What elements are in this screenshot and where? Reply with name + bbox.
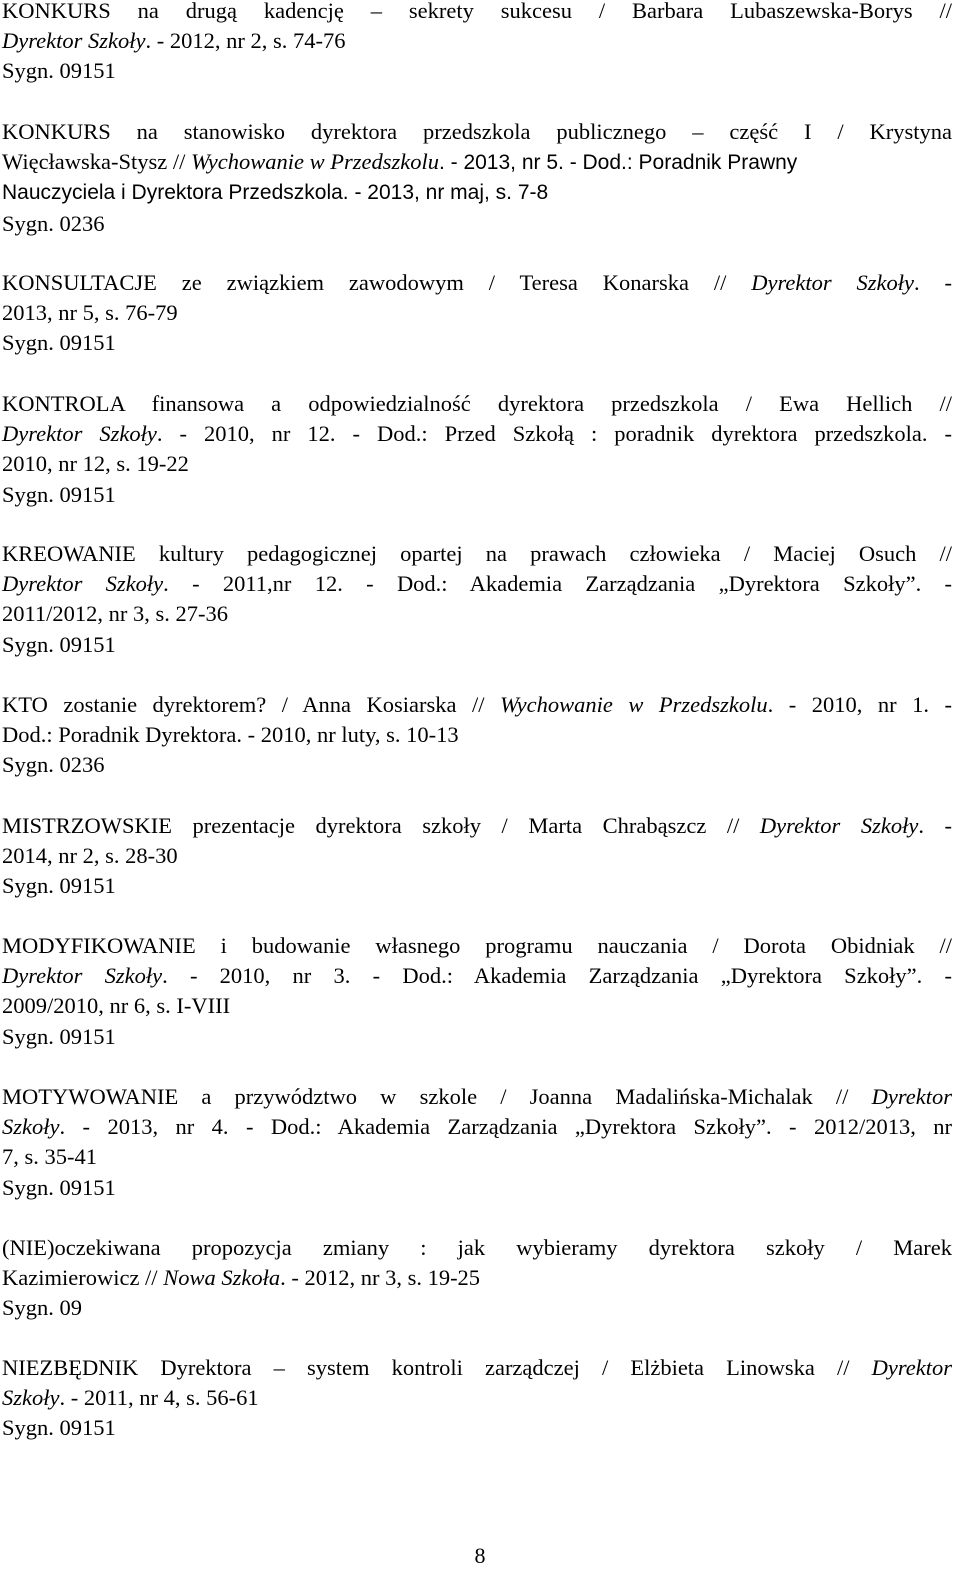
bibliography-entry (2, 931, 952, 1052)
entry-line: MISTRZOWSKIE prezentacje dyrektora szkoły / Marta Chrabąszcz // Dyrektor Szkoły. - (2, 813, 952, 838)
entry-line: 2010, nr 12, s. 19-22 (2, 451, 189, 477)
bibliography-entry (2, 811, 952, 902)
entry-line: (NIE)oczekiwana propozycja zmiany : jak wybieramy dyrektora szkoły / Marek (2, 1235, 952, 1260)
entry-line: KONKURS na drugą kadencję – sekrety sukcesu / Barbara Lubaszewska-Borys // (2, 0, 952, 23)
bibliography-entry (2, 690, 952, 781)
entry-line: KONSULTACJE ze związkiem zawodowym / Teresa Konarska // Dyrektor Szkoły. - (2, 270, 952, 295)
entry-line: 7, s. 35-41 (2, 1144, 97, 1170)
entry-line: Więcławska-Stysz // Wychowanie w Przedszkolu. - 2013, nr 5. - Dod.: Poradnik Prawny (2, 149, 798, 175)
signature-line: Sygn. 09151 (2, 873, 116, 899)
signature-line: Sygn. 09151 (2, 58, 116, 84)
entry-line: 2011/2012, nr 3, s. 27-36 (2, 601, 229, 627)
entry-line: MOTYWOWANIE a przywództwo w szkole / Joanna Madalińska-Michalak // Dyrektor (2, 1084, 952, 1109)
entry-line: Kazimierowicz // Nowa Szkoła. - 2012, nr 3, s. 19-25 (2, 1265, 481, 1291)
signature-line: Sygn. 0236 (2, 210, 105, 236)
entry-line: Dyrektor Szkoły. - 2012, nr 2, s. 74-76 (2, 28, 346, 54)
bibliography-entry (2, 268, 952, 359)
entry-line: Dyrektor Szkoły. - 2010, nr 12. - Dod.: Przed Szkołą : poradnik dyrektora przedszkola. - (2, 421, 953, 447)
bibliography-entry (2, 1082, 952, 1203)
entry-line: 2013, nr 5, s. 76-79 (2, 300, 178, 326)
entry-line: Szkoły. - 2011, nr 4, s. 56-61 (2, 1385, 259, 1411)
entry-line: Dyrektor Szkoły. - 2011,nr 12. - Dod.: Akademia Zarządzania „Dyrektora Szkoły”. - (2, 571, 952, 597)
entry-line: KTO zostanie dyrektorem? / Anna Kosiarska // Wychowanie w Przedszkolu. - 2010, nr 1. - (2, 692, 952, 717)
bibliography-entry (2, 117, 952, 239)
bibliography-entry (2, 539, 952, 660)
entry-line: MODYFIKOWANIE i budowanie własnego programu nauczania / Dorota Obidniak // (2, 933, 952, 958)
signature-line: Sygn. 09151 (2, 481, 116, 507)
bibliography-entry (2, 0, 952, 87)
entry-line: Nauczyciela i Dyrektora Przedszkola. - 2013, nr maj, s. 7-8 (2, 181, 549, 205)
entry-line: KONKURS na stanowisko dyrektora przedszkola publicznego – część I / Krystyna (2, 119, 952, 144)
signature-line: Sygn. 09151 (2, 1023, 116, 1049)
entry-line: 2014, nr 2, s. 28-30 (2, 843, 178, 869)
signature-line: Sygn. 09151 (2, 1174, 116, 1200)
entry-line: KONTROLA finansowa a odpowiedzialność dyrektora przedszkola / Ewa Hellich // (2, 391, 952, 416)
entry-line: Dyrektor Szkoły. - 2010, nr 3. - Dod.: Akademia Zarządzania „Dyrektora Szkoły”. - (2, 963, 953, 989)
signature-line: Sygn. 0236 (2, 752, 105, 778)
bibliography-entry (2, 1353, 952, 1444)
bibliography-entry (2, 389, 952, 510)
signature-line: Sygn. 09151 (2, 330, 116, 356)
signature-line: Sygn. 09151 (2, 1415, 116, 1441)
entry-line: Szkoły. - 2013, nr 4. - Dod.: Akademia Zarządzania „Dyrektora Szkoły”. - 2012/2013, nr (2, 1114, 952, 1140)
signature-line: Sygn. 09151 (2, 631, 116, 657)
entry-line: Dod.: Poradnik Dyrektora. - 2010, nr luty, s. 10-13 (2, 722, 459, 748)
page-number: 8 (474, 1543, 486, 1568)
entry-line: KREOWANIE kultury pedagogicznej opartej na prawach człowieka / Maciej Osuch // (2, 541, 952, 566)
bibliography-entry (2, 1233, 952, 1324)
signature-line: Sygn. 09 (2, 1295, 83, 1321)
entry-line: 2009/2010, nr 6, s. I-VIII (2, 993, 231, 1019)
entry-line: NIEZBĘDNIK Dyrektora – system kontroli zarządczej / Elżbieta Linowska // Dyrektor (2, 1355, 952, 1380)
